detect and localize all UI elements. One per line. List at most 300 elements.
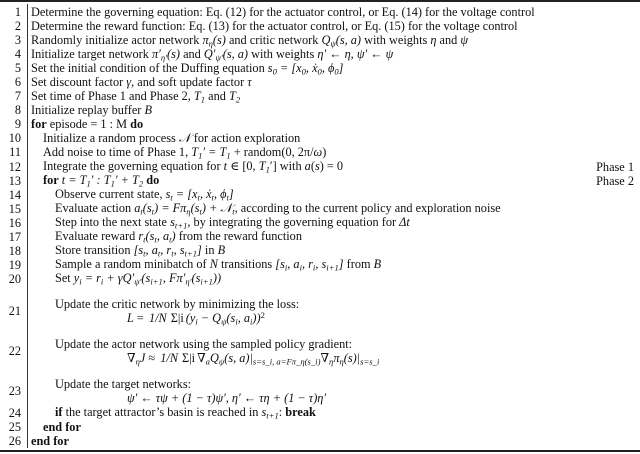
text: Update the actor network using the sampled policy gradient:: [55, 336, 353, 351]
math-text: y: [73, 271, 80, 286]
math-text: , s: [173, 243, 185, 258]
math-text: η′ ← η, ψ′ ← ψ: [317, 46, 394, 61]
line-number: 2: [14, 19, 21, 34]
line-number: 1: [14, 5, 21, 20]
subscript: s=s_i, a=Fπ_η(s_i): [252, 356, 321, 367]
line-content: [55, 257, 381, 272]
math-text: (s: [191, 271, 201, 286]
math-text: s: [170, 215, 175, 230]
text: ∈ [0,: [227, 158, 259, 173]
top-rule: [0, 0, 640, 2]
text: the target attractor’s basin is reached in: [62, 405, 262, 420]
line-text: [55, 257, 381, 272]
line-content: [31, 117, 143, 131]
subscript: i: [299, 262, 302, 273]
math-text: , a: [156, 229, 170, 244]
subscript: 2: [138, 178, 144, 189]
math-text: Q′: [203, 46, 216, 61]
line-content: [55, 229, 302, 244]
text: ∇: [127, 350, 136, 365]
math-text: (s: [141, 271, 151, 286]
algorithm-line: [0, 286, 640, 326]
text: with weights: [361, 32, 431, 47]
line-content: [31, 434, 69, 448]
algorithm-line: [0, 434, 640, 448]
text: and critic network: [225, 32, 322, 47]
subscript: i: [79, 276, 82, 287]
subscript: t: [151, 206, 155, 217]
line-content: [55, 377, 326, 406]
math-text: (s)|: [343, 350, 361, 365]
algorithm-line: [0, 272, 640, 286]
superscript: 2: [260, 310, 265, 321]
math-text: = r: [81, 271, 101, 286]
line-text: [31, 33, 468, 48]
text: and: [205, 88, 229, 103]
subscript: ψ: [221, 316, 227, 327]
algorithm-line: [0, 131, 640, 145]
line-formula: [127, 351, 379, 366]
math-text: ψ: [460, 32, 469, 47]
text: ): [322, 144, 327, 159]
math-text: (s, a): [222, 46, 248, 61]
line-content: [55, 201, 501, 216]
text: Integrate the governing equation for: [43, 158, 224, 173]
line-number: 13: [8, 173, 21, 188]
line-text: [55, 271, 221, 286]
line-content: [43, 131, 300, 145]
keyword: if: [55, 405, 63, 420]
summation: Σ|i: [182, 350, 196, 365]
math-text: ) = Fπ: [154, 201, 187, 216]
math-text: , ẋ: [199, 187, 212, 202]
text: from: [343, 257, 374, 272]
text: Randomly initialize actor network: [31, 32, 203, 47]
subscript: ψ: [218, 356, 225, 367]
math-text: ]: [338, 257, 344, 272]
subscript: t: [197, 192, 200, 203]
algorithm-line: [0, 188, 640, 202]
line-text: [31, 434, 69, 448]
line-content: [55, 337, 379, 366]
subscript: t: [169, 234, 172, 245]
text: Store transition: [55, 243, 134, 258]
subscript: t: [226, 192, 229, 203]
math-text: L: [127, 310, 134, 325]
text: ≈: [145, 350, 159, 365]
algorithm-line: [0, 33, 640, 47]
subscript: i: [100, 276, 104, 287]
math-text: (y: [185, 310, 196, 325]
keyword: break: [285, 405, 316, 420]
math-text: ): [171, 229, 176, 244]
line-number: 3: [14, 33, 21, 48]
line-text: [55, 297, 299, 311]
subscript: ψ′: [215, 52, 223, 63]
subscript: t+1: [174, 220, 188, 231]
line-text: [31, 89, 240, 104]
phase-comment: Phase 2: [596, 173, 634, 188]
math-text: (s: [190, 201, 200, 216]
line-content: [31, 19, 518, 33]
text: Determine the governing equation: Eq. (12) for the actuator control, or Eq. (14) for the voltage control: [31, 5, 535, 20]
fraction: 1/N: [160, 350, 179, 365]
text: , according to the current policy and exploration noise: [234, 201, 501, 216]
keyword: for: [31, 117, 47, 132]
algorithm-line: [0, 47, 640, 61]
line-number: 10: [8, 131, 21, 146]
line-content: [31, 61, 343, 76]
math-text: Q: [321, 32, 331, 47]
math-text: [s: [275, 257, 285, 272]
math-text: , a: [237, 310, 251, 325]
math-text: ψ′ ← τψ + (1 − τ)ψ′, η′ ← τη + (1 − τ)η′: [127, 390, 327, 405]
subscript: i: [312, 262, 316, 273]
subscript: 0: [317, 66, 322, 77]
line-number: 7: [14, 89, 21, 104]
algorithm-line: [0, 202, 640, 216]
subscript: η: [339, 356, 344, 367]
subscript: t: [170, 192, 173, 203]
math-text: t: [223, 158, 228, 173]
math-text: N: [209, 257, 218, 272]
line-number: 16: [8, 215, 21, 230]
subscript: 0: [334, 66, 339, 77]
subscript: 1: [110, 178, 115, 189]
math-text: ]: [228, 187, 234, 202]
algorithm-line: [0, 5, 640, 19]
text: Set discount factor: [31, 75, 127, 90]
math-text: = [x: [172, 187, 198, 202]
math-text: , ẋ: [305, 60, 318, 75]
algorithm-line: [0, 160, 640, 174]
math-text: B: [144, 103, 152, 118]
line-text: [43, 145, 326, 160]
line-content: [55, 187, 234, 202]
line-text: [31, 117, 143, 131]
math-text: ′ + T: [114, 172, 139, 187]
subscript: 0: [301, 66, 306, 77]
line-number: 6: [14, 75, 21, 90]
text: Update the target networks:: [55, 376, 192, 391]
math-text: [s: [133, 243, 144, 258]
math-text: ′ : T: [90, 172, 111, 187]
math-text: ω: [313, 144, 323, 159]
line-number: 8: [14, 103, 21, 118]
line-content: [43, 159, 343, 174]
subscript: i: [195, 316, 198, 327]
subscript: η: [329, 356, 334, 367]
math-text: , r: [160, 243, 172, 258]
algorithm-line: [0, 326, 640, 366]
line-text: [55, 201, 501, 216]
math-text: (s, a): [335, 32, 362, 47]
math-text: π: [202, 32, 209, 47]
algorithm-line: [0, 75, 640, 89]
subscript: i: [284, 262, 288, 273]
keyword: end for: [31, 433, 69, 448]
text: for action exploration: [190, 131, 301, 146]
line-content: [55, 405, 316, 420]
subscript: a: [205, 356, 210, 367]
math-text: , a: [145, 243, 158, 258]
summation: Σ|i: [170, 310, 184, 325]
line-text: [43, 131, 300, 145]
algorithm-line: [0, 230, 640, 244]
text: :: [278, 405, 286, 420]
line-text: [43, 159, 343, 174]
math-text: ]: [338, 60, 344, 75]
line-text: [55, 187, 234, 202]
algorithm-line: [0, 258, 640, 272]
math-text: s: [165, 187, 171, 202]
line-number: 23: [8, 383, 21, 398]
text: Update the critic network by minimizing the loss:: [55, 296, 300, 311]
math-text: )): [252, 310, 261, 325]
line-content: [31, 47, 393, 62]
text: ) = 0: [319, 158, 344, 173]
subscript: 1: [86, 178, 91, 189]
line-number: 11: [9, 145, 21, 160]
line-number: 9: [14, 117, 21, 132]
algorithm-line: [0, 420, 640, 434]
algorithm-line: [0, 89, 640, 103]
text: (: [310, 158, 315, 173]
text: +: [230, 144, 244, 159]
line-content: [55, 243, 225, 258]
text: Sample a random minibatch of: [55, 257, 210, 272]
line-content: [31, 103, 152, 117]
keyword: do: [130, 117, 144, 132]
subscript: t: [154, 234, 157, 245]
line-number: 5: [14, 61, 21, 76]
line-text: [55, 215, 410, 230]
line-number: 4: [14, 47, 21, 62]
algorithm-line: [0, 19, 640, 33]
algorithm-line: [0, 103, 640, 117]
subscript: s=s_i: [360, 356, 380, 367]
subscript: t: [199, 206, 202, 217]
math-text: )): [212, 271, 222, 286]
subscript: i+1: [326, 262, 339, 273]
text: Initialize a random process: [43, 131, 179, 146]
math-text: , s: [315, 257, 327, 272]
text: and: [436, 32, 461, 47]
text: Evaluate reward: [55, 229, 139, 244]
math-text: τ: [247, 75, 252, 90]
math-text: + γQ′: [103, 271, 135, 286]
text: random(0, 2π/: [243, 144, 314, 159]
line-content: [43, 145, 326, 160]
line-number: 15: [8, 201, 21, 216]
text: episode = 1 : M: [46, 117, 131, 132]
algorithm-line: [0, 216, 640, 230]
line-number: 18: [8, 243, 21, 258]
math-text: , r: [301, 257, 313, 272]
line-text: [55, 243, 225, 258]
algorithm-line: [0, 174, 640, 188]
line-number: 17: [8, 229, 21, 244]
math-text: T: [191, 144, 199, 159]
line-text: [55, 337, 379, 351]
algorithm-line: [0, 366, 640, 406]
subscript: i: [250, 316, 253, 327]
text: ′] with: [269, 158, 305, 173]
subscript: t: [232, 206, 235, 217]
math-text: ]: [197, 243, 202, 258]
line-text: [55, 229, 302, 244]
math-text: t = T: [58, 172, 87, 187]
line-content: [31, 33, 468, 48]
subscript: ψ: [330, 38, 336, 49]
line-content: [31, 75, 252, 89]
subscript: η′: [160, 52, 168, 63]
line-content: [55, 297, 299, 326]
algorithm-line: [0, 145, 640, 159]
math-text: (s): [167, 46, 180, 61]
subscript: η: [135, 356, 140, 367]
phase-comment: Phase 1: [596, 159, 634, 174]
line-number: 22: [8, 343, 21, 358]
text: =: [133, 310, 147, 325]
subscript: t: [140, 206, 143, 217]
line-content: [43, 420, 81, 434]
line-text: [31, 75, 252, 89]
subscript: t: [171, 248, 174, 259]
text: Set the initial condition of the Duffing equation: [31, 60, 268, 75]
line-formula: [127, 391, 326, 406]
line-text: [31, 47, 393, 62]
text: Determine the reward function: Eq. (13) for the actuator control, or Eq. (15) for the voltage control: [31, 19, 518, 34]
subscript: 1: [265, 164, 270, 175]
line-content: [55, 215, 410, 230]
math-text: , ϕ: [213, 187, 227, 202]
math-text: − Q: [197, 310, 222, 325]
line-text: [55, 405, 316, 420]
math-text: ′ = T: [202, 144, 227, 159]
text: Step into the next state: [55, 215, 171, 230]
math-text: a: [134, 201, 141, 216]
line-number: 26: [8, 433, 21, 448]
text: transitions: [217, 257, 276, 272]
math-text: s: [261, 405, 267, 420]
line-number: 19: [8, 257, 21, 272]
math-text: T: [228, 88, 236, 103]
math-text: r: [138, 229, 144, 244]
algorithm-line: [0, 244, 640, 258]
line-content: [31, 5, 535, 19]
line-content: [55, 271, 221, 286]
math-text: J: [139, 350, 146, 365]
math-text: s: [314, 158, 320, 173]
math-text: Q: [209, 350, 219, 365]
subscript: i: [235, 316, 238, 327]
line-text: [43, 420, 81, 434]
text: Add noise to time of Phase 1,: [43, 144, 192, 159]
text: , and soft update factor: [131, 75, 248, 90]
math-text: T: [258, 158, 266, 173]
math-text: γ: [126, 75, 132, 90]
math-text: 𝒩: [178, 131, 191, 146]
text: Initialize replay buffer: [31, 103, 145, 118]
algorithm-line: [0, 406, 640, 420]
line-text: [31, 61, 343, 76]
subscript: η: [186, 206, 191, 217]
math-text: = [x: [276, 60, 302, 75]
keyword: do: [143, 172, 160, 187]
line-formula: [127, 311, 299, 326]
keyword: for: [43, 172, 59, 187]
math-text: , Fπ′: [162, 271, 186, 286]
subscript: 1: [198, 150, 203, 161]
subscript: ψ′: [134, 276, 142, 287]
math-text: (s): [212, 32, 226, 47]
text: in: [201, 243, 218, 258]
line-text: [31, 5, 535, 19]
subscript: 2: [235, 94, 241, 105]
line-number: 20: [8, 271, 21, 286]
algorithm-listing: [0, 5, 640, 448]
line-number: 24: [8, 405, 21, 420]
text: and: [180, 46, 204, 61]
subscript: η: [208, 38, 213, 49]
text: ∇: [197, 350, 206, 365]
subscript: t: [211, 192, 214, 203]
line-number: 21: [8, 303, 21, 318]
math-text: T: [193, 88, 201, 103]
text: Initialize target network: [31, 46, 152, 61]
subscript: t: [143, 234, 146, 245]
math-text: , a: [287, 257, 300, 272]
subscript: 1: [200, 94, 206, 105]
text: Evaluate action: [55, 201, 135, 216]
bottom-rule: [0, 450, 640, 452]
line-text: [31, 103, 152, 117]
math-text: π′: [152, 46, 161, 61]
keyword: end for: [43, 419, 81, 434]
subscript: 1: [226, 150, 231, 161]
subscript: t+1: [266, 410, 279, 421]
subscript: t+1: [184, 248, 198, 259]
math-text: s: [267, 60, 273, 75]
line-text: [55, 377, 326, 391]
line-number: 14: [8, 187, 21, 202]
math-text: (s: [145, 229, 155, 244]
math-text: (s: [226, 310, 236, 325]
math-text: B: [217, 243, 226, 258]
line-text: [31, 19, 518, 33]
text: Set time of Phase 1 and Phase 2,: [31, 88, 194, 103]
math-text: , ϕ: [321, 60, 335, 75]
subscript: 0: [272, 66, 277, 77]
algorithm-line: [0, 61, 640, 75]
math-text: a: [304, 158, 311, 173]
subscript: i+1: [200, 276, 213, 287]
text: from the reward function: [175, 229, 302, 244]
line-number: 12: [8, 159, 21, 174]
math-text: Δt: [399, 215, 410, 230]
line-number: 25: [8, 419, 21, 434]
line-content: [43, 173, 159, 188]
math-text: η: [430, 32, 437, 47]
subscript: η′: [185, 276, 192, 287]
math-text: (s: [142, 201, 152, 216]
math-text: π: [333, 350, 340, 365]
line-content: [31, 89, 240, 104]
text: ∇: [320, 350, 330, 365]
math-text: (s, a)|: [224, 350, 253, 365]
text: with weights: [248, 46, 318, 61]
